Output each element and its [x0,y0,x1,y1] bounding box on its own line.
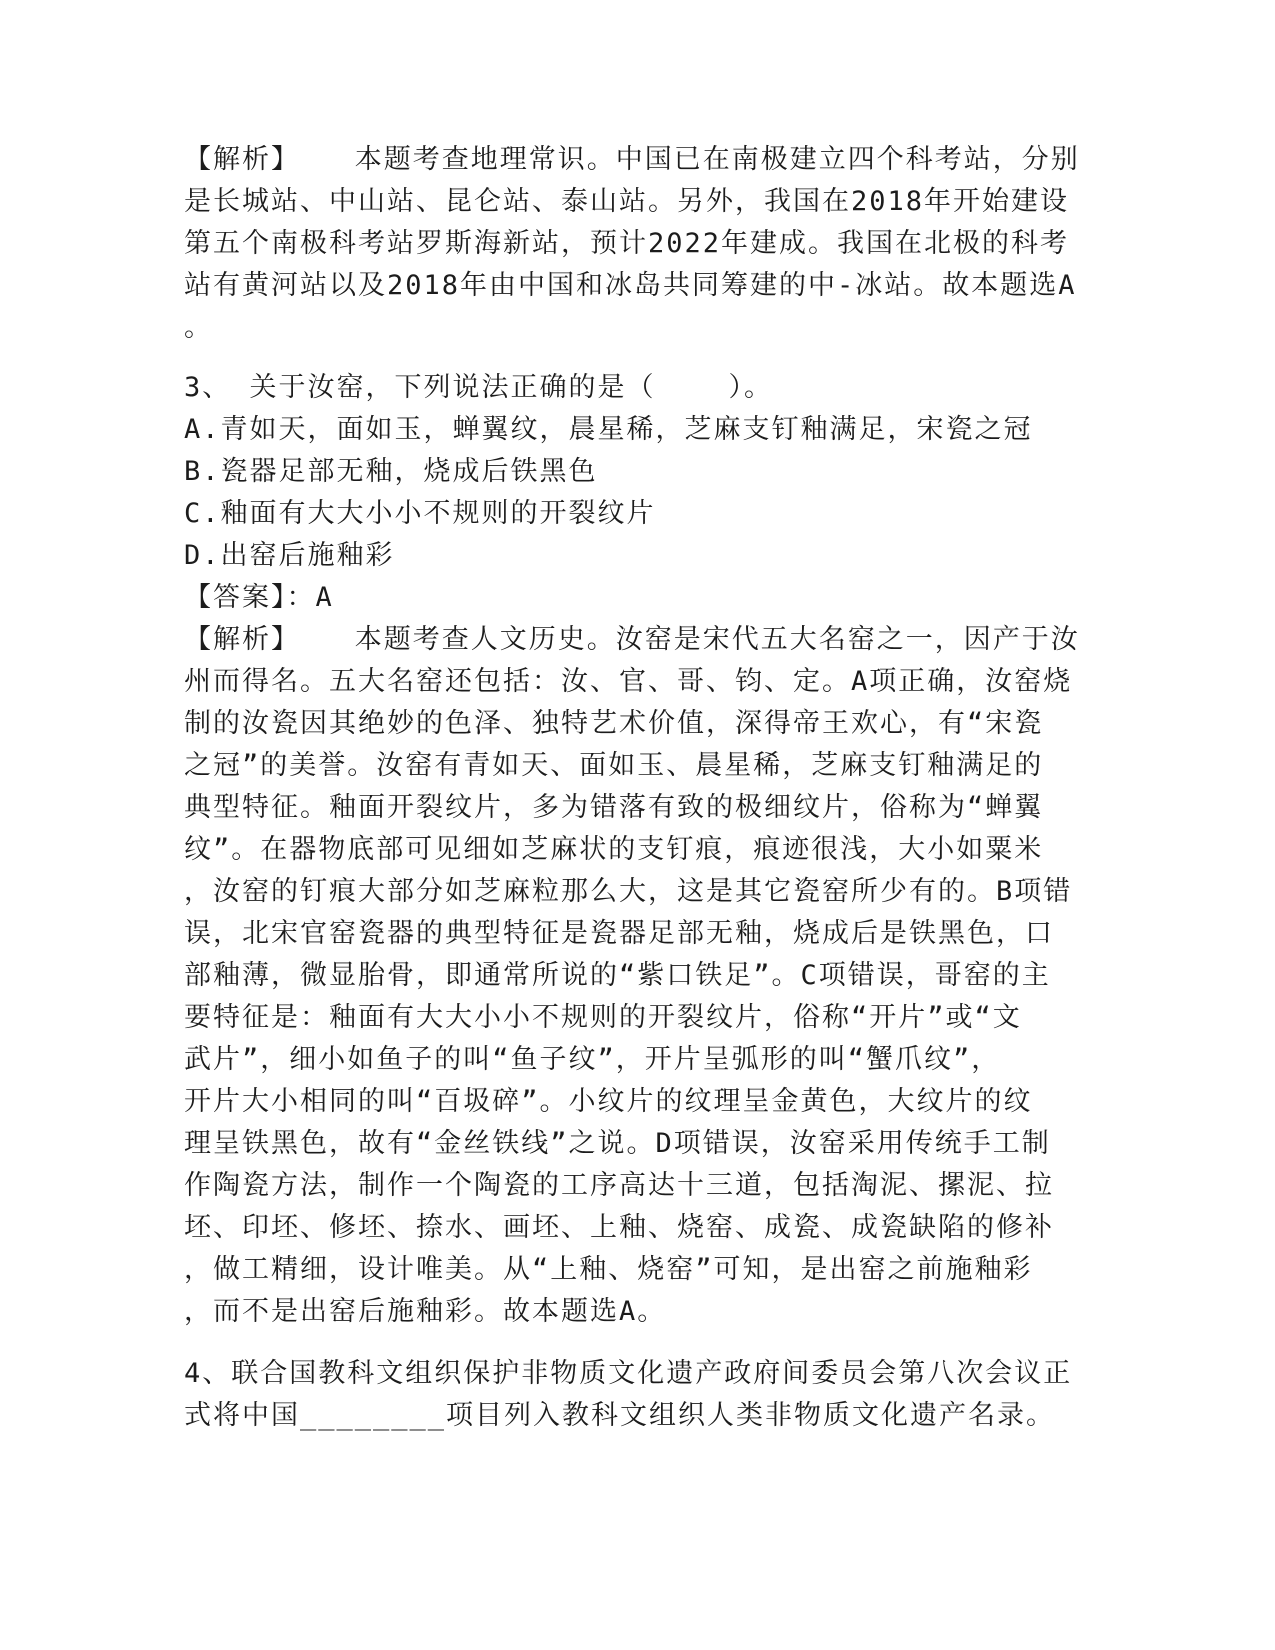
analysis-line: 武片”，细小如鱼子的叫“鱼子纹”，开片呈弧形的叫“蟹爪纹”， [184,1044,1001,1075]
analysis-line: 。 [184,312,213,343]
analysis-line: 是长城站、中山站、昆仑站、泰山站。另外，我国在2018年开始建设 [184,186,1070,217]
analysis-line: 典型特征。釉面开裂纹片，多为错落有致的极细纹片，俗称为“蝉翼 [184,792,1044,823]
analysis-line: ，做工精细，设计唯美。从“上釉、烧窑”可知，是出窑之前施釉彩 [184,1254,1033,1285]
question-3-text: 3、 关于汝窑，下列说法正确的是（ ）。 [184,372,774,403]
analysis-line: 第五个南极科考站罗斯海新站，预计2022年建成。我国在北极的科考 [184,228,1070,259]
analysis-line: 制的汝瓷因其绝妙的色泽、独特艺术价值，深得帝王欢心，有“宋瓷 [184,708,1044,739]
analysis-line: ，汝窑的钉痕大部分如芝麻粒那么大，这是其它瓷窑所少有的。B项错 [184,876,1073,907]
option-b: B.瓷器足部无釉，烧成后铁黑色 [184,456,598,487]
analysis-line: 州而得名。五大名窑还包括：汝、官、哥、钧、定。A项正确，汝窑烧 [184,666,1073,697]
analysis-line: 之冠”的美誉。汝窑有青如天、面如玉、晨星稀，芝麻支钉釉满足的 [184,750,1044,781]
analysis-line: 要特征是：釉面有大大小小不规则的开裂纹片，俗称“开片”或“文 [184,1002,1022,1033]
option-d: D.出窑后施釉彩 [184,540,395,571]
analysis-line: 理呈铁黑色，故有“金丝铁线”之说。D项错误，汝窑采用传统手工制 [184,1128,1051,1159]
option-a: A.青如天，面如玉，蝉翼纹，晨星稀，芝麻支钉釉满足，宋瓷之冠 [184,414,1033,445]
analysis-line: 【解析】 本题考查地理常识。中国已在南极建立四个科考站，分别 [184,144,1080,175]
option-c: C.釉面有大大小小不规则的开裂纹片 [184,498,656,529]
analysis-line: 误，北宋官窑瓷器的典型特征是瓷器足部无釉，烧成后是铁黑色，口 [184,918,1054,949]
analysis-line: 坯、印坯、修坯、捺水、画坯、上釉、烧窑、成瓷、成瓷缺陷的修补 [184,1212,1054,1243]
analysis-line: 部釉薄，微显胎骨，即通常所说的“紫口铁足”。C项错误，哥窑的主 [184,960,1051,991]
question-4-text: 式将中国________项目列入教科文组织人类非物质文化遗产名录。 [184,1400,1056,1431]
analysis-line: 开片大小相同的叫“百圾碎”。小纹片的纹理呈金黄色，大纹片的纹 [184,1086,1033,1117]
question-4-text: 4、联合国教科文组织保护非物质文化遗产政府间委员会第八次会议正 [184,1358,1073,1389]
analysis-line: 站有黄河站以及2018年由中国和冰岛共同筹建的中-冰站。故本题选A [184,270,1077,301]
answer-line: 【答案】：A [184,582,334,613]
analysis-line: 【解析】 本题考查人文历史。汝窑是宋代五大名窑之一，因产于汝 [184,624,1080,655]
analysis-line: ，而不是出窑后施釉彩。故本题选A。 [184,1296,667,1327]
analysis-line: 纹”。在器物底部可见细如芝麻状的支钉痕，痕迹很浅，大小如粟米 [184,834,1044,865]
analysis-line: 作陶瓷方法，制作一个陶瓷的工序高达十三道，包括淘泥、摞泥、拉 [184,1170,1054,1201]
